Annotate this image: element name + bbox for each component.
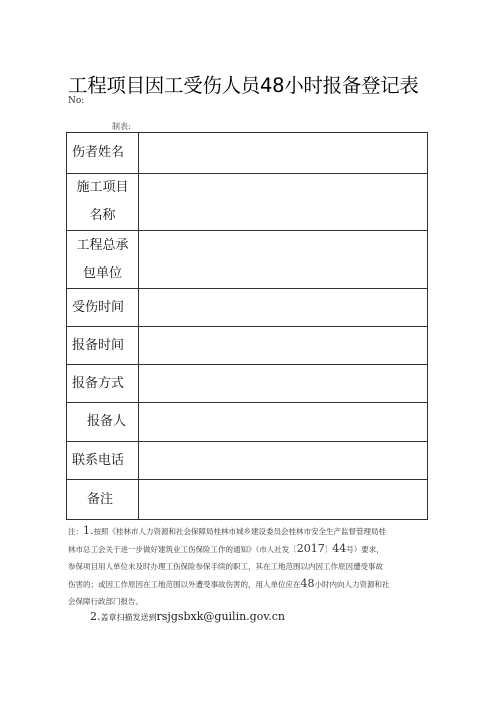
page-title: 工程项目因工受伤人员48小时报备登记表 bbox=[68, 74, 419, 97]
field-report-method[interactable] bbox=[139, 365, 428, 403]
label-report-time: 报备时间 bbox=[67, 327, 139, 365]
label-injured-name: 伤者姓名 bbox=[67, 133, 139, 174]
form-row-project-name bbox=[67, 174, 428, 231]
label-injury-time: 受伤时间 bbox=[67, 289, 139, 327]
note-1-line-4: 伤害的；或因工作原因在工地范围以外遭受事故伤害的，用人单位应在48小时内向人力资源和社 bbox=[68, 577, 390, 590]
note-1-line-3: 参保项目用人单位未及时办理工伤保险参保手续的职工，其在工地范围以内因工作原因遭受事故 bbox=[68, 562, 383, 571]
note-1-line-1: 注：1.按照《桂林市人力资源和社会保障局桂林市城乡建设委员会桂林市安全生产监督管理局桂 bbox=[68, 524, 386, 537]
label-project-name: 施工项目 名称 bbox=[67, 174, 139, 231]
form-row-reporter bbox=[67, 403, 428, 442]
label-reporter: 报备人 bbox=[67, 403, 139, 442]
field-report-time[interactable] bbox=[139, 327, 428, 365]
note-2-email-line: 2.盖章扫描发送到rsjgsbxk@guilin.gov.cn bbox=[90, 610, 285, 623]
label-contact-phone: 联系电话 bbox=[67, 442, 139, 480]
note-1-line-2: 林市总工会关于进一步做好建筑业工伤保险工作的通知》（市人社发〔2017〕44号）要求， bbox=[68, 542, 384, 555]
notes-section bbox=[68, 522, 438, 623]
form-row-remarks bbox=[67, 480, 428, 520]
form-row-report-method bbox=[67, 365, 428, 403]
note-1-line-5: 会保障行政部门报告。 bbox=[68, 597, 143, 606]
form-row-report-time bbox=[67, 327, 428, 365]
form-row-contact-phone bbox=[67, 442, 428, 480]
form-row-injury-time bbox=[67, 289, 428, 327]
field-injury-time[interactable] bbox=[139, 289, 428, 327]
form-row-general-contractor bbox=[67, 231, 428, 289]
field-remarks[interactable] bbox=[139, 480, 428, 520]
registration-form bbox=[66, 132, 428, 520]
field-contact-phone[interactable] bbox=[139, 442, 428, 480]
serial-number-label: No: bbox=[68, 96, 85, 106]
label-remarks: 备注 bbox=[67, 480, 139, 520]
label-general-contractor: 工程总承 包单位 bbox=[67, 231, 139, 289]
field-reporter[interactable] bbox=[139, 403, 428, 442]
email-address[interactable]: rsjgsbxk@guilin.gov.cn bbox=[156, 610, 285, 623]
field-injured-name[interactable] bbox=[139, 133, 428, 174]
label-report-method: 报备方式 bbox=[67, 365, 139, 403]
field-project-name[interactable] bbox=[139, 174, 428, 231]
field-general-contractor[interactable] bbox=[139, 231, 428, 289]
form-row-injured-name bbox=[67, 133, 428, 174]
maker-label: 制表: bbox=[112, 122, 131, 131]
